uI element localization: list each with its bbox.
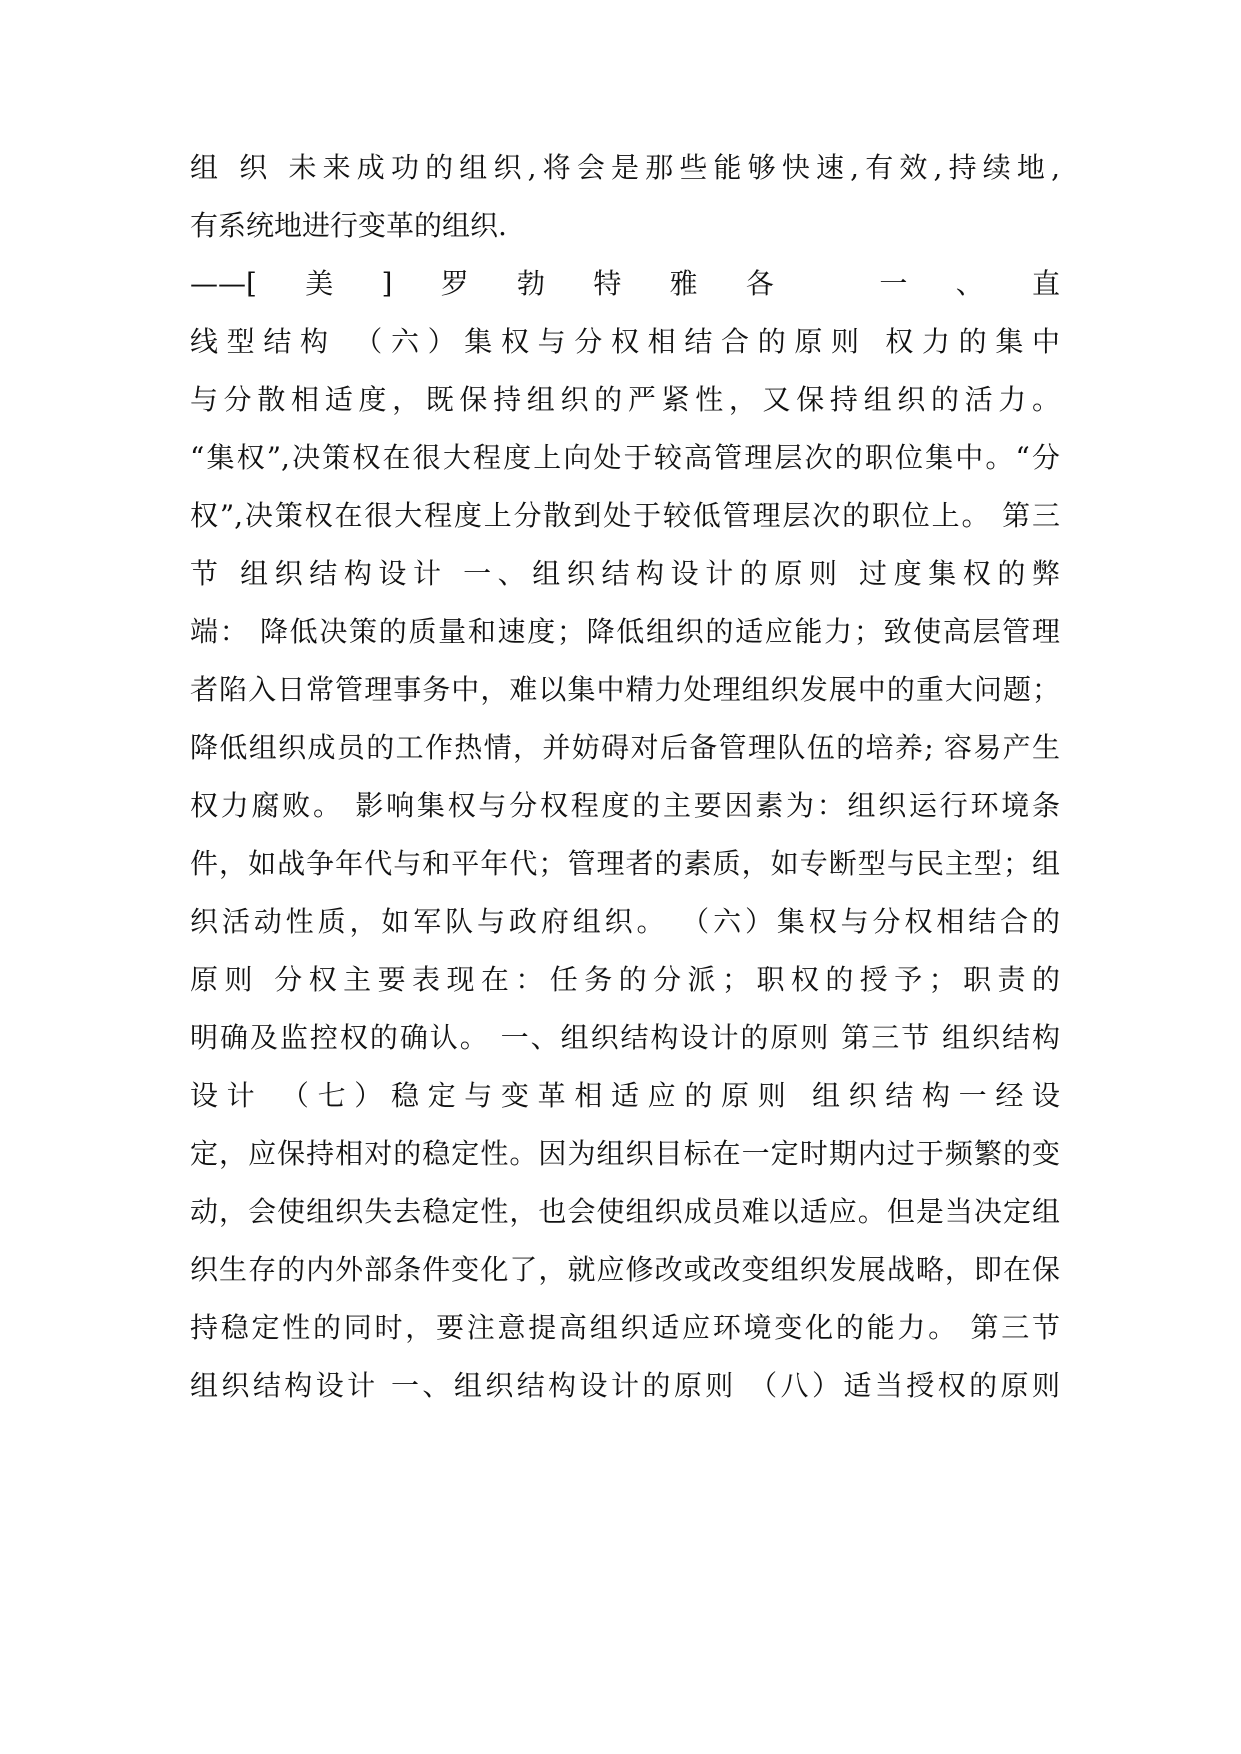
text-line: 线型结构 （六）集权与分权相结合的原则 权力的集中 xyxy=(190,325,1060,358)
text-line: “集权”,决策权在很大程度上向处于较高管理层次的职位集中。“分 xyxy=(190,441,1060,474)
text-line: 与分散相适度，既保持组织的严紧性，又保持组织的活力。 xyxy=(190,383,1060,416)
text-line: 权力腐败。 影响集权与分权程度的主要因素为：组织运行环境条 xyxy=(190,789,1060,822)
text-line: 端： 降低决策的质量和速度；降低组织的适应能力；致使高层管理 xyxy=(190,615,1060,648)
text-line: 降低组织成员的工作热情，并妨碍对后备管理队伍的培养; 容易产生 xyxy=(190,731,1060,764)
text-line: 组 织 未来成功的组织,将会是那些能够快速,有效,持续地, xyxy=(190,151,1060,184)
text-line: ——[美]罗勃特雅各 一、直 xyxy=(190,267,1060,300)
text-line: 明确及监控权的确认。 一、组织结构设计的原则 第三节 组织结构 xyxy=(190,1021,1060,1054)
text-line: 节 组织结构设计 一、组织结构设计的原则 过度集权的弊 xyxy=(190,557,1060,590)
text-line: 持稳定性的同时，要注意提高组织适应环境变化的能力。 第三节 xyxy=(190,1311,1060,1344)
text-line: 权”,决策权在很大程度上分散到处于较低管理层次的职位上。 第三 xyxy=(190,499,1060,532)
text-line: 件，如战争年代与和平年代；管理者的素质，如专断型与民主型；组 xyxy=(190,847,1060,880)
text-line: 动，会使组织失去稳定性，也会使组织成员难以适应。但是当决定组 xyxy=(190,1195,1060,1228)
text-line: 原则 分权主要表现在：任务的分派；职权的授予；职责的 xyxy=(190,963,1060,996)
text-line: 设计 （七）稳定与变革相适应的原则 组织结构一经设 xyxy=(190,1079,1060,1112)
text-line: 组织结构设计 一、组织结构设计的原则 （八）适当授权的原则 xyxy=(190,1369,1060,1402)
text-line: 定，应保持相对的稳定性。因为组织目标在一定时期内过于频繁的变 xyxy=(190,1137,1060,1170)
text-line: 织活动性质，如军队与政府组织。 （六）集权与分权相结合的 xyxy=(190,905,1060,938)
text-line: 有系统地进行变革的组织. xyxy=(190,209,507,242)
text-line: 织生存的内外部条件变化了，就应修改或改变组织发展战略，即在保 xyxy=(190,1253,1060,1286)
text-line: 者陷入日常管理事务中，难以集中精力处理组织发展中的重大问题； xyxy=(190,673,1060,706)
